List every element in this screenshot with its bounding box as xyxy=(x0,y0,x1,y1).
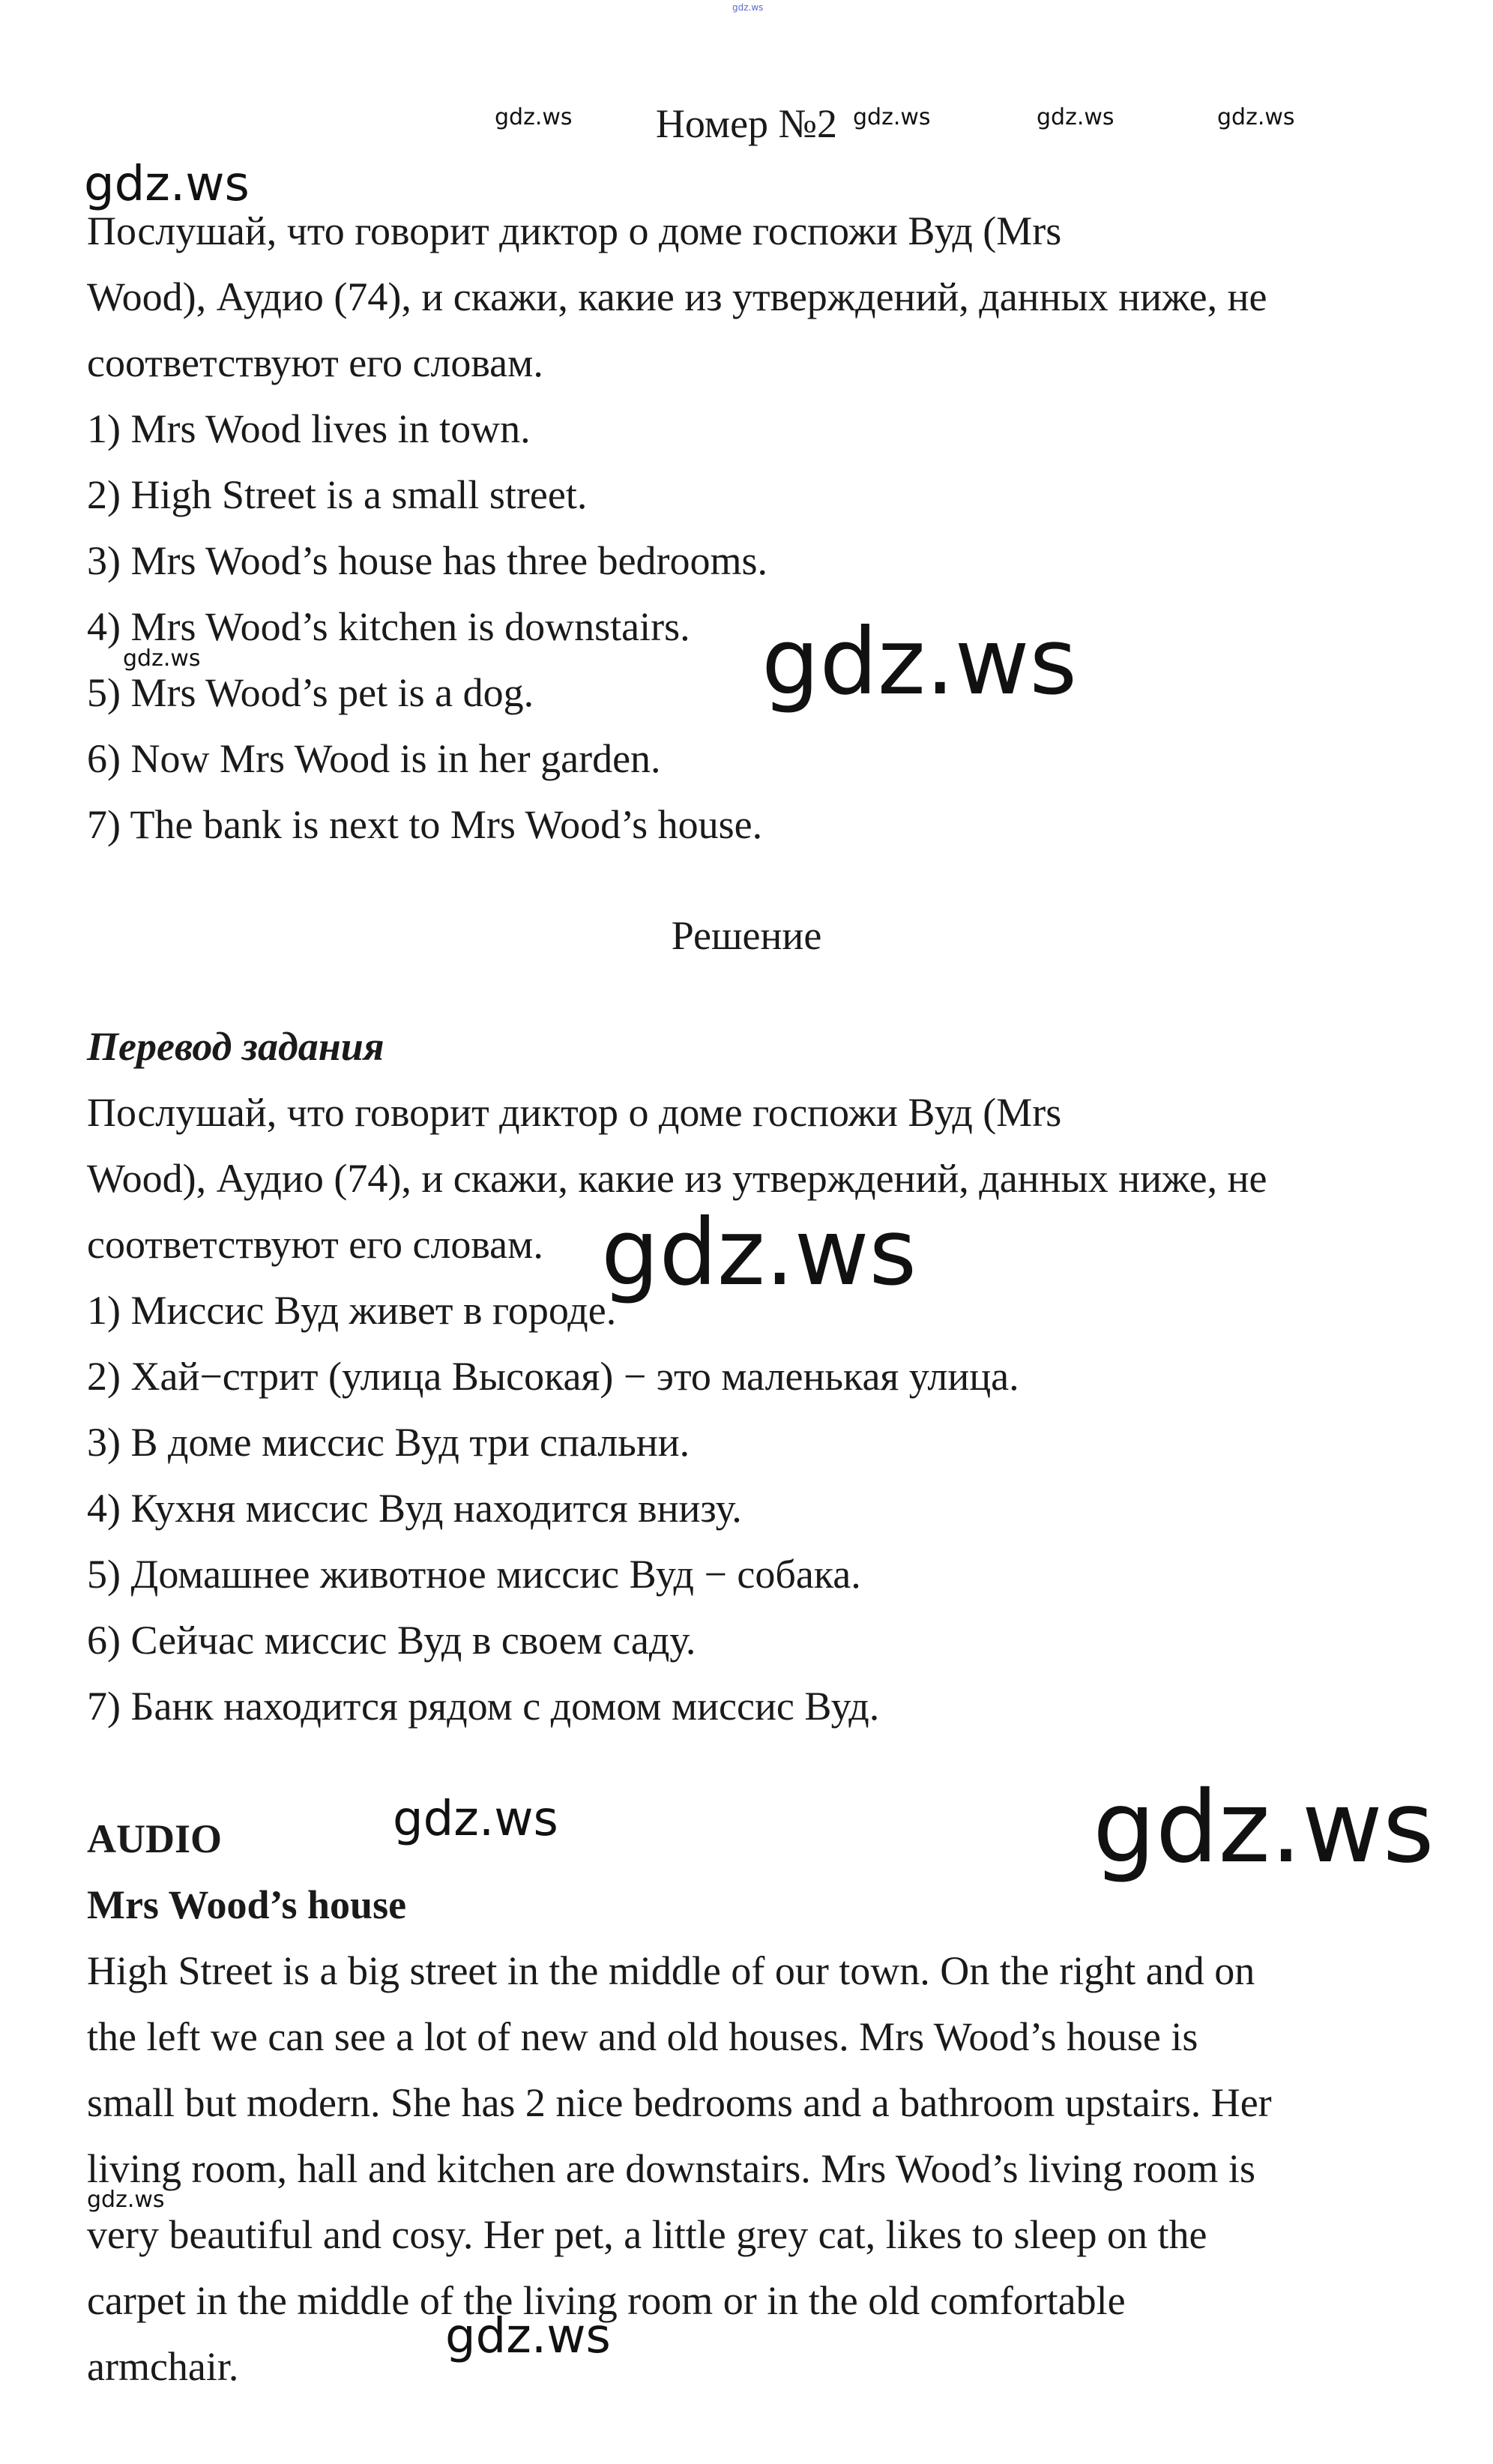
task-intro-line: соответствуют его словам. xyxy=(87,340,543,385)
watermark: gdz.ws xyxy=(87,2187,165,2213)
task-statement: 2) High Street is a small street. xyxy=(87,472,588,517)
watermark: gdz.ws xyxy=(123,645,201,672)
solution-heading: Решение xyxy=(671,913,822,958)
page-title: Номер №2 xyxy=(655,101,838,146)
watermark: gdz.ws xyxy=(1093,1770,1435,1885)
audio-title: Mrs Wood’s house xyxy=(87,1882,407,1927)
watermark: gdz.ws xyxy=(495,104,573,130)
task-statement: 3) Mrs Wood’s house has three bedrooms. xyxy=(87,538,768,583)
translation-statement: 6) Сейчас миссис Вуд в своем саду. xyxy=(87,1618,696,1663)
translation-intro-line: Послушай, что говорит диктор о доме госпожи Вуд (Mrs xyxy=(87,1090,1062,1135)
watermark: gdz.ws xyxy=(853,104,931,130)
task-intro-line: Послушай, что говорит диктор о доме госпожи Вуд (Mrs xyxy=(87,208,1062,253)
watermark: gdz.ws xyxy=(393,1792,558,1847)
watermark: gdz.ws xyxy=(445,2309,611,2364)
task-statement: 6) Now Mrs Wood is in her garden. xyxy=(87,736,661,781)
translation-intro-line: соответствуют его словам. xyxy=(87,1222,543,1267)
audio-label: AUDIO xyxy=(87,1816,223,1861)
task-statement: 4) Mrs Wood’s kitchen is downstairs. xyxy=(87,604,690,649)
translation-statement: 7) Банк находится рядом с домом миссис Вуд. xyxy=(87,1684,880,1729)
translation-statement: 5) Домашнее животное миссис Вуд − собака. xyxy=(87,1552,861,1597)
audio-text-line: High Street is a big street in the middle of our town. On the right and on xyxy=(87,1948,1255,1993)
audio-text-line: very beautiful and cosy. Her pet, a little grey cat, likes to sleep on the xyxy=(87,2212,1207,2257)
task-statement: 7) The bank is next to Mrs Wood’s house. xyxy=(87,802,763,847)
task-statement: 1) Mrs Wood lives in town. xyxy=(87,406,531,451)
translation-statement: 2) Хай−стрит (улица Высокая) − это маленькая улица. xyxy=(87,1354,1019,1399)
watermark: gdz.ws xyxy=(601,1199,917,1306)
watermark: gdz.ws xyxy=(1217,104,1295,130)
audio-text-line: armchair. xyxy=(87,2344,239,2389)
audio-text-line: carpet in the middle of the living room or in the old comfortable xyxy=(87,2278,1126,2323)
translation-statement: 1) Миссис Вуд живет в городе. xyxy=(87,1288,617,1333)
watermark: gdz.ws xyxy=(732,2,764,13)
translation-statement: 4) Кухня миссис Вуд находится внизу. xyxy=(87,1486,742,1531)
translation-statement: 3) В доме миссис Вуд три спальни. xyxy=(87,1420,690,1465)
audio-text-line: living room, hall and kitchen are downstairs. Mrs Wood’s living room is xyxy=(87,2146,1255,2191)
watermark: gdz.ws xyxy=(84,157,250,212)
translation-intro-line: Wood), Аудио (74), и скажи, какие из утверждений, данных ниже, не xyxy=(87,1156,1267,1201)
translation-heading: Перевод задания xyxy=(87,1024,384,1069)
watermark: gdz.ws xyxy=(761,609,1078,715)
audio-text-line: small but modern. She has 2 nice bedrooms and a bathroom upstairs. Her xyxy=(87,2080,1272,2125)
task-intro-line: Wood), Аудио (74), и скажи, какие из утверждений, данных ниже, не xyxy=(87,274,1267,319)
task-statement: 5) Mrs Wood’s pet is a dog. xyxy=(87,670,534,715)
audio-text-line: the left we can see a lot of new and old houses. Mrs Wood’s house is xyxy=(87,2014,1198,2059)
watermark: gdz.ws xyxy=(1037,104,1115,130)
